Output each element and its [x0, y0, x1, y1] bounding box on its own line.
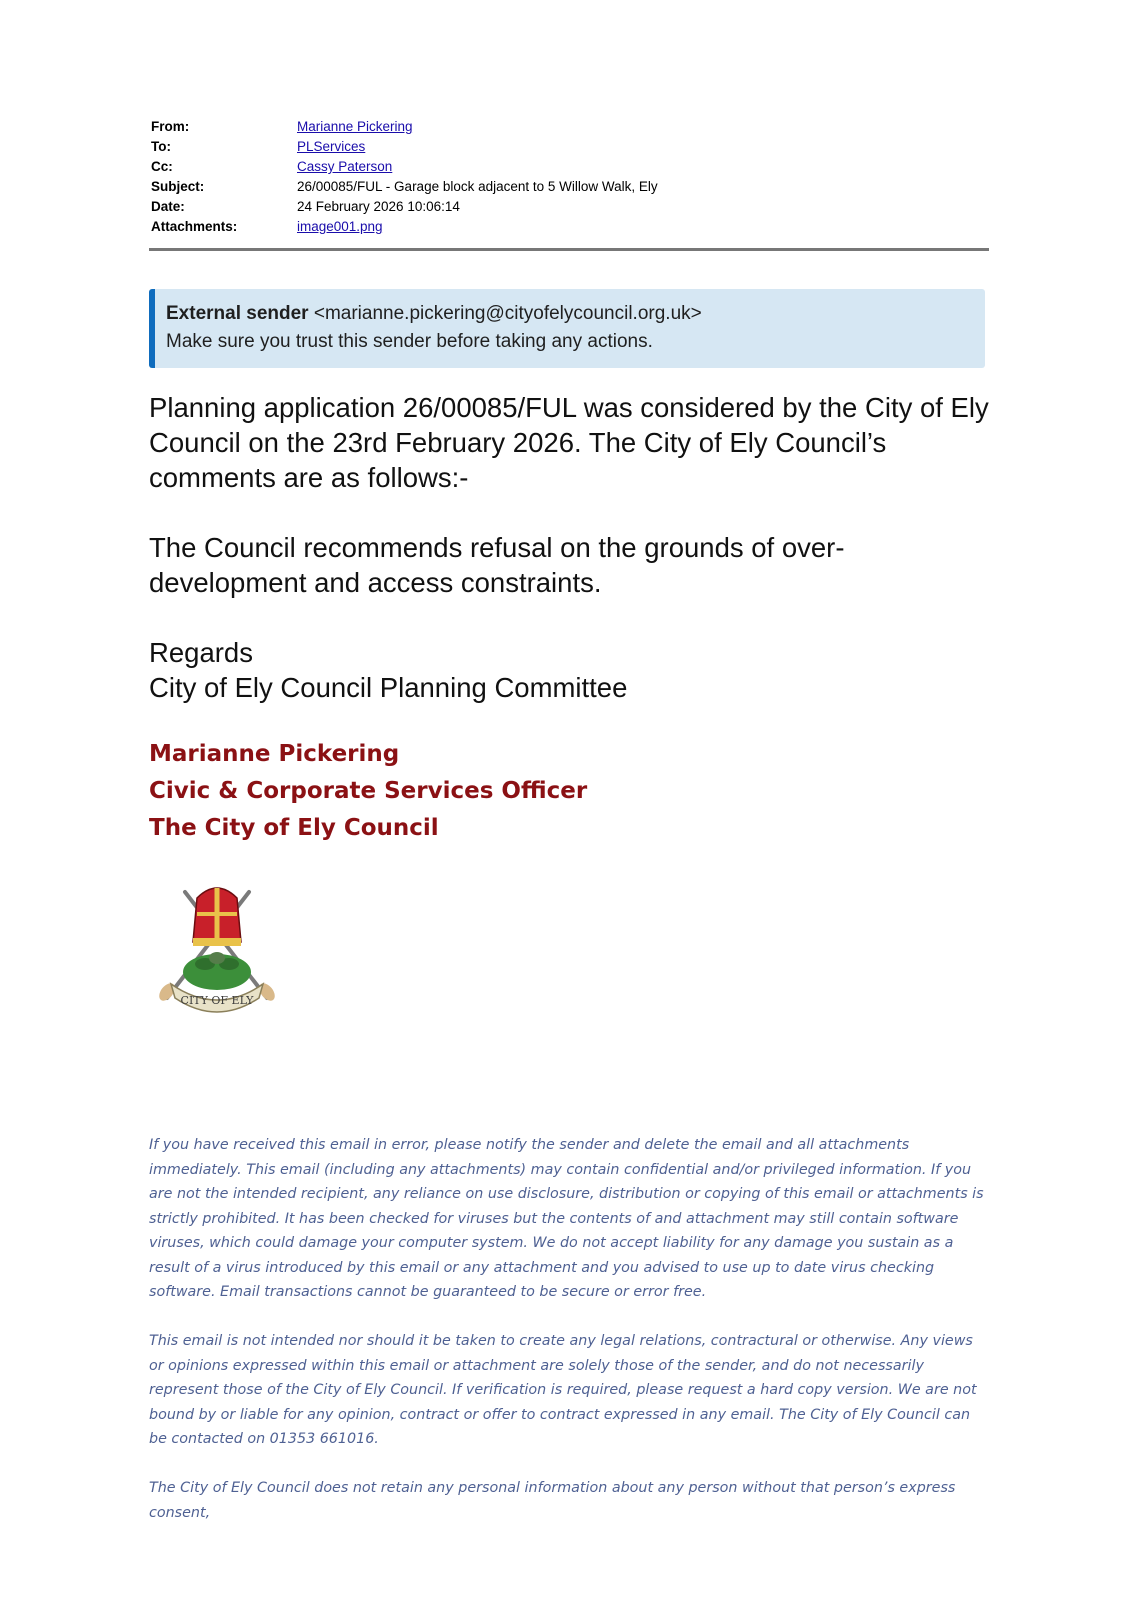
cc-row	[151, 157, 991, 177]
signature-org: The City of Ely Council	[149, 815, 439, 841]
city-of-ely-logo	[153, 880, 281, 1016]
date-value: 24 February 2026 10:06:14	[297, 199, 460, 214]
attachment-link[interactable]: image001.png	[297, 219, 383, 234]
external-sender-banner	[149, 289, 985, 368]
signature-title: Civic & Corporate Services Officer	[149, 778, 588, 804]
body-paragraph-2: The Council recommends refusal on the grounds of over-development and access constraints.	[149, 532, 845, 598]
subject-row	[151, 177, 991, 197]
body-paragraph-1: Planning application 26/00085/FUL was considered by the City of Ely Council on the 23rd February 2026. The City of Ely Council’s comments are as follows:-	[149, 392, 989, 493]
attachments-row	[151, 217, 991, 237]
email-header	[151, 117, 991, 237]
signature-name: Marianne Pickering	[149, 741, 400, 767]
disclaimer-paragraph-2: This email is not intended nor should it be taken to create any legal relations, contractural or otherwise. Any views or opinions expressed within this email or attachment are solely those of the sender, and do not necessarily represent those of the City of Ely Council. If verification is required, please request a hard copy version. We are not bound by or liable for any opinion, contract or offer to contract expressed in any email. The City of Ely Council can be contacted on 01353 661016.	[149, 1333, 977, 1447]
banner-line-1	[166, 300, 985, 328]
attachments-label: Attachments:	[151, 219, 238, 234]
date-row	[151, 197, 991, 217]
from-label: From:	[151, 119, 190, 134]
date-label: Date:	[151, 199, 185, 214]
subject-value: 26/00085/FUL - Garage block adjacent to 5 Willow Walk, Ely	[297, 179, 658, 194]
to-row	[151, 137, 991, 157]
to-label: To:	[151, 139, 171, 154]
header-divider	[149, 248, 989, 251]
cc-label: Cc:	[151, 159, 173, 174]
banner-message: Make sure you trust this sender before taking any actions.	[166, 331, 653, 352]
committee-line: City of Ely Council Planning Committee	[149, 672, 628, 703]
to-link[interactable]: PLServices	[297, 139, 366, 154]
banner-email: <marianne.pickering@cityofelycouncil.org.uk>	[313, 303, 702, 324]
banner-title: External sender	[166, 303, 309, 324]
logo-text: CITY OF ELY	[180, 994, 254, 1007]
from-row	[151, 117, 991, 137]
email-body	[149, 390, 989, 705]
cc-link[interactable]: Cassy Paterson	[297, 159, 393, 174]
subject-label: Subject:	[151, 179, 205, 194]
from-link[interactable]: Marianne Pickering	[297, 119, 413, 134]
regards-line: Regards	[149, 637, 253, 668]
signature	[149, 736, 587, 847]
disclaimer-paragraph-1: If you have received this email in error, please notify the sender and delete the email and all attachments immediately. This email (including any attachments) may contain confidential and/or privileged information. If you are not the intended recipient, any reliance on use disclosure, distribution or copying of this email or attachments is strictly prohibited. It has been checked for viruses but the contents of and attachment may still contain software viruses, which could damage your computer system. We do not accept liability for any damage you sustain as a result of a virus introduced by this email or any attachment and you advised to use up to date virus checking software. Email transactions cannot be guaranteed to be secure or error free.	[149, 1137, 984, 1300]
disclaimer-paragraph-3: The City of Ely Council does not retain any personal information about any person without that person’s express consent,	[149, 1480, 956, 1521]
disclaimer	[149, 1133, 989, 1550]
